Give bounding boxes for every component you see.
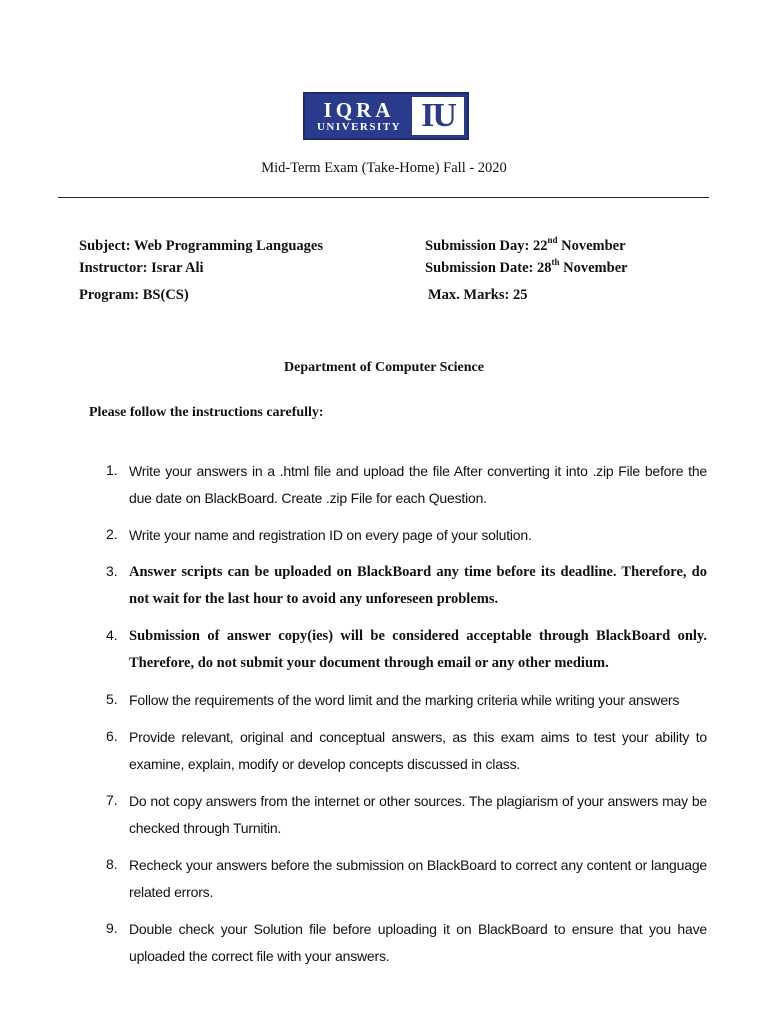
instruction-text: Recheck your answers before the submission on BlackBoard to correct any content or language related errors. <box>129 857 707 900</box>
instruction-number: 1. <box>106 462 118 478</box>
instruction-number: 8. <box>106 856 118 872</box>
instruction-text: Answer scripts can be uploaded on BlackBoard any time before its deadline. Therefore, do not wait for the last hour to avoid any unforeseen problems. <box>129 564 707 607</box>
submission-day-ordinal: nd <box>547 235 558 246</box>
instruction-text: Write your name and registration ID on every page of your solution. <box>129 527 532 543</box>
instructor-label: Instructor: Israr Ali <box>79 260 204 276</box>
submission-date-suffix: November <box>559 260 628 276</box>
subject-label: Subject: Web Programming Languages <box>79 238 323 254</box>
instruction-text: Provide relevant, original and conceptual answers, as this exam aims to test your ability to examine, explain, modify or develop concepts discussed in class. <box>129 729 707 772</box>
instruction-number: 2. <box>106 526 118 542</box>
instruction-number: 9. <box>106 920 118 936</box>
instructions-heading: Please follow the instructions carefully: <box>89 405 324 420</box>
submission-date-prefix: Submission Date: 28 <box>425 260 552 276</box>
instruction-number: 4. <box>106 627 118 643</box>
submission-day-prefix: Submission Day: 22 <box>425 238 548 254</box>
submission-day <box>425 235 626 255</box>
max-marks: Max. Marks: 25 <box>428 287 528 303</box>
logo-word-iqra: IQRA <box>323 97 395 122</box>
instruction-number: 7. <box>106 792 118 808</box>
instruction-text: Double check your Solution file before uploading it on BlackBoard to ensure that you have uploaded the correct file with your answers. <box>129 921 707 964</box>
instruction-number: 5. <box>106 691 118 707</box>
program-label: Program: BS(CS) <box>79 287 189 303</box>
submission-date <box>425 257 628 277</box>
exam-title: Mid-Term Exam (Take-Home) Fall - 2020 <box>261 160 507 176</box>
logo-wordmark <box>305 94 409 138</box>
university-logo <box>303 92 469 140</box>
instruction-text: Do not copy answers from the internet or other sources. The plagiarism of your answers may be checked through Turnitin. <box>129 793 707 836</box>
submission-date-ordinal: th <box>551 257 560 268</box>
instruction-text: Submission of answer copy(ies) will be considered acceptable through BlackBoard only. Therefore, do not submit your document through email or any other medium. <box>129 628 707 671</box>
instruction-number: 6. <box>106 728 118 744</box>
department-heading: Department of Computer Science <box>284 360 484 375</box>
instruction-text: Follow the requirements of the word limit and the marking criteria while writing your answers <box>129 692 680 708</box>
header-divider <box>58 197 709 198</box>
instruction-number: 3. <box>106 563 118 579</box>
logo-word-university: UNIVERSITY <box>316 120 402 133</box>
submission-day-suffix: November <box>557 238 626 254</box>
instruction-text: Write your answers in a .html file and upload the file After converting it into .zip File before the due date on BlackBoard. Create .zip File for each Question. <box>129 463 707 506</box>
logo-mark: IU <box>412 97 464 135</box>
